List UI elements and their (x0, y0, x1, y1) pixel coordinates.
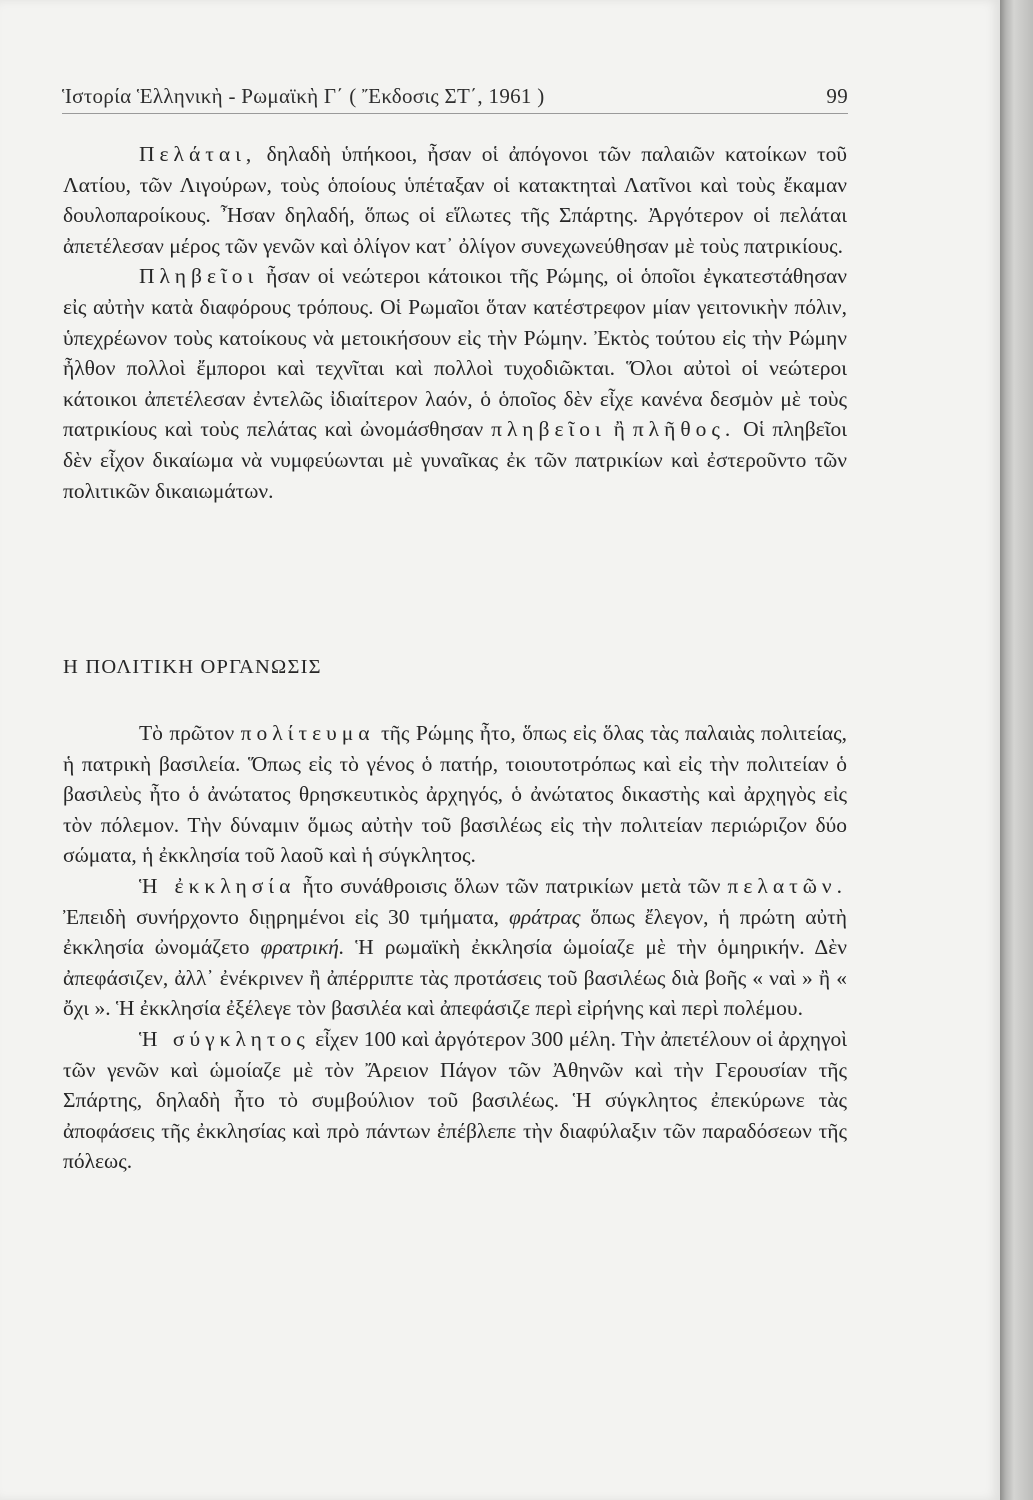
paragraph-text: ὅπως ἔλεγον, ἡ πρώτη αὐτὴ ἐκκλησία ὠνομάζετο (63, 904, 847, 960)
paragraph-text: Οἱ πληβεῖοι δὲν εἶχον δικαίωμα νὰ νυμφεύωνται μὲ γυναῖκας ἐκ τῶν πατρικίων καὶ ἐστεροῦντο τῶν πολιτικῶν δικαιωμάτων. (63, 417, 847, 503)
paragraph-ekklesia (63, 871, 847, 1024)
term-pelatai: Πελάται, (139, 142, 257, 166)
paragraph-text: ἦσαν οἱ νεώτεροι κάτοικοι τῆς Ρώμης, οἱ ὁποῖοι ἐγκατεστάθησαν εἰς αὐτὴν κατὰ διαφόρους τρόπους. Οἱ Ρωμαῖοι ὅταν κατέστρεφον μίαν γειτονικὴν πόλιν, ὑπεχρέωνον τοὺς κατοίκους νὰ μετοικήσουν εἰς τὴν Ρώμην. Ἐκτὸς τούτου εἰς τὴν Ρώμην ἦλθον πολλοὶ ἔμποροι καὶ τεχνῖται καὶ πολλοὶ τυχοδιῶκται. Ὅλοι αὐτοὶ οἱ νεώτεροι κάτοικοι ἀπετέλεσαν ἐντελῶς ἰδιαίτερον λαόν, ὁ ὁποῖος δὲν εἶχε κανένα δεσμὸν μὲ τοὺς πατρικίους καὶ τοὺς πελάτας καὶ ὠνομάσθησαν (63, 264, 847, 442)
term-ekklesia: Ἡ ἐκκλησία (139, 873, 296, 898)
body-text-section-2 (63, 718, 847, 1177)
paragraph-text: ἢ (605, 417, 633, 442)
page-number: 99 (826, 84, 848, 108)
paragraph-text: εἶχεν 100 καὶ ἀργότερον 300 μέλη. Τὴν ἀπετέλουν οἱ ἀρχηγοὶ τῶν γενῶν καὶ ὡμοίαζε μὲ τὸν Ἄρειον Πάγον τῶν Ἀθηνῶν καὶ τὴν Γερουσίαν τῆς Σπάρτης, δηλαδὴ ἦτο τὸ συμβούλιον τοῦ βασιλέως. Ἡ σύγκλητος ἐπεκύρωνε τὰς ἀποφάσεις τῆς ἐκκλησίας καὶ πρὸ πάντων ἐπέβλεπε τὴν διαφύλαξιν τῶν παραδόσεων τῆς πόλεως. (63, 1026, 847, 1174)
term-synkletos: Ἡ σύγκλητος (139, 1026, 310, 1051)
term-plebeioi-2: πληβεῖοι (491, 417, 606, 442)
term-phratras: φράτρας (508, 904, 581, 929)
paragraph-text: δηλαδὴ ὑπήκοοι, ἦσαν οἱ ἀπόγονοι τῶν παλαιῶν κατοίκων τοῦ Λατίου, τῶν Λιγούρων, τοὺς ὁποίους ὑπέταξαν οἱ κατακτηταὶ Λατῖνοι καὶ τοὺς ἔκαμαν δουλοπαροίκους. Ἦσαν δηλαδή, ὅπως οἱ εἵλωτες τῆς Σπάρτης. Ἀργότερον οἱ πελάται ἀπετέλεσαν μέρος τῶν γενῶν καὶ ὀλίγον κατ᾽ ὀλίγον συνεχωνεύθησαν μὲ τοὺς πατρικίους. (63, 142, 847, 258)
term-politeuma: πολίτευμα (240, 721, 375, 745)
paragraph-pelatai (63, 139, 847, 261)
paragraph-polity (63, 718, 847, 871)
paragraph-text: Ἐπειδὴ συνήρχοντο διῃρημένοι εἰς 30 τμήματα, (63, 904, 509, 929)
running-header (62, 84, 848, 108)
paragraph-senate (63, 1024, 847, 1177)
paragraph-plebeians (63, 261, 847, 506)
term-plebeioi: Πληβεῖοι (139, 264, 259, 289)
paragraph-text: Τὸ πρῶτον (139, 721, 241, 745)
paragraph-text: Ἡ ρωμαϊκὴ ἐκκλησία ὡμοίαζε μὲ τὴν ὁμηρικήν. Δὲν ἀπεφάσιζεν, ἀλλ᾽ ἐνέκρινεν ἢ ἀπέρριπτε τὰς προτάσεις τοῦ βασιλέως διὰ βοῆς « ναὶ » ἢ « ὄχι ». Ἡ ἐκκλησία ἐξέλεγε τὸν βασιλέα καὶ ἀπεφάσιζε περὶ εἰρήνης καὶ περὶ πολέμου. (63, 935, 847, 1021)
term-pelaton: πελατῶν. (727, 873, 847, 898)
section-heading: Η ΠΟΛΙΤΙΚΗ ΟΡΓΑΝΩΣΙΣ (63, 656, 322, 678)
page-edge-shadow (1000, 0, 1033, 1500)
term-plethos: πλῆθος. (632, 417, 736, 442)
header-rule (62, 113, 848, 114)
paragraph-text: τῆς Ρώμης ἦτο, ὅπως εἰς ὅλας τὰς παλαιὰς πολιτείας, ἡ πατρικὴ βασιλεία. Ὅπως εἰς τὸ γένος ὁ πατήρ, τοιουτοτρόπως καὶ εἰς τὴν πολιτείαν ὁ βασιλεὺς ἦτο ὁ ἀνώτατος θρησκευτικὸς ἀρχηγός, ὁ ἀνώτατος δικαστὴς καὶ ἀρχηγὸς εἰς τὸν πόλεμον. Τὴν δύναμιν ὅμως αὐτὴν τοῦ βασιλέως εἰς τὴν πολιτείαν περιώριζον δύο σώματα, ἡ ἐκκλησία τοῦ λαοῦ καὶ ἡ σύγκλητος. (63, 721, 848, 868)
body-text-section-1 (63, 139, 847, 506)
term-phratrike: φρατρική. (260, 935, 345, 960)
running-title: Ἱστορία Ἑλληνικὴ - Ρωμαϊκὴ Γ΄ ( Ἔκδοσις ΣΤ΄, 1961 ) (62, 84, 545, 108)
paragraph-text: ἦτο συνάθροισις ὅλων τῶν πατρικίων μετὰ τῶν (295, 873, 728, 898)
